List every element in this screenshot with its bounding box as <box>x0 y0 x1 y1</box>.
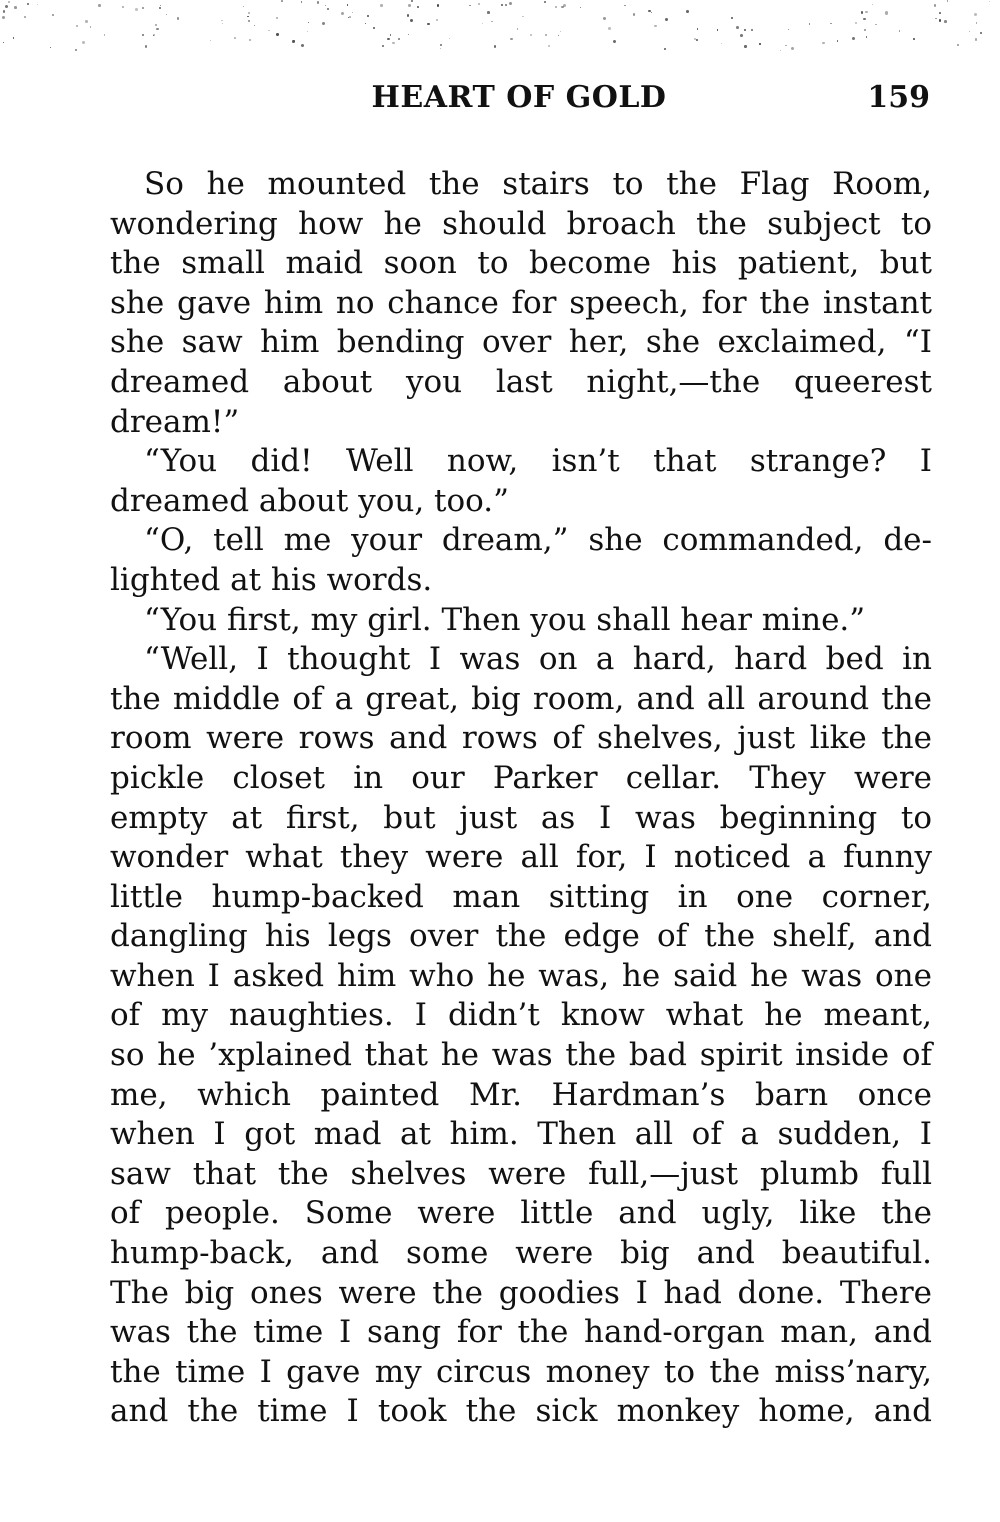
scan-speck <box>82 41 85 44</box>
scan-speck <box>392 42 394 44</box>
scan-speck <box>740 34 743 37</box>
scan-speck <box>580 7 582 9</box>
scan-speck <box>382 45 384 47</box>
text-line: of people. Some were little and ugly, like the <box>110 1195 932 1232</box>
scan-speck <box>517 28 519 30</box>
text-line: she gave him no chance for speech, for the instant <box>110 284 932 321</box>
scan-speck <box>90 26 92 28</box>
scan-speck <box>281 0 283 2</box>
scan-speck <box>875 24 877 26</box>
scan-speck <box>505 4 507 6</box>
scan-speck <box>555 6 557 8</box>
scan-speck <box>648 10 650 12</box>
text-line: when I got mad at him. Then all of a sudden, I <box>110 1116 932 1153</box>
scan-speck <box>159 7 162 10</box>
scan-speck <box>899 30 901 32</box>
scan-speck <box>98 4 100 6</box>
scan-speck <box>501 4 503 6</box>
scan-speck <box>2 16 5 19</box>
scan-speck <box>210 40 211 41</box>
scan-speck <box>697 28 699 30</box>
scan-speck <box>317 1 320 4</box>
scan-speck <box>510 38 512 40</box>
scan-speck <box>482 23 483 24</box>
scan-speck <box>530 34 532 36</box>
text-line: saw that the shelves were full,—just plumb full <box>110 1155 932 1192</box>
scan-speck <box>545 34 547 36</box>
scan-speck <box>791 47 794 50</box>
scan-speck <box>478 3 480 5</box>
text-line: room were rows and rows of shelves, just like the <box>110 720 932 757</box>
scan-speck <box>544 1 546 3</box>
scan-speck <box>976 22 977 23</box>
scan-speck <box>494 45 496 47</box>
scan-speck <box>349 16 351 18</box>
text-line: lighted at his words. <box>110 561 433 598</box>
scan-speck <box>855 22 857 24</box>
scan-speck <box>398 38 400 40</box>
text-line: little hump-backed man sitting in one corner, <box>110 878 932 915</box>
scan-speck <box>104 34 106 36</box>
text-line: the small maid soon to become his patient, but <box>110 245 932 282</box>
scan-speck <box>788 29 789 30</box>
scan-speck <box>975 38 978 41</box>
scan-speck <box>301 1 302 2</box>
scan-speck <box>603 17 606 20</box>
text-line: “O, tell me your dream,” she commanded, de- <box>144 522 932 559</box>
text-line: “You first, my girl. Then you shall hear mine.” <box>144 601 866 638</box>
scan-speck <box>85 20 87 22</box>
scan-speck <box>221 20 223 22</box>
scan-speck <box>624 5 626 7</box>
scan-speck <box>37 4 38 5</box>
text-line: hump-back, and some were big and beautiful. <box>110 1235 932 1272</box>
scan-speck <box>613 40 616 43</box>
scan-speck <box>76 25 78 27</box>
scan-speck <box>608 27 611 30</box>
scan-speck <box>156 28 158 30</box>
scan-speck <box>407 14 409 16</box>
scan-speck <box>341 12 344 15</box>
scan-speck <box>322 22 325 25</box>
scan-speck <box>14 6 17 9</box>
scan-speck <box>974 13 977 16</box>
scan-speck <box>863 18 866 21</box>
scan-speck <box>861 11 863 13</box>
scan-speck <box>651 12 652 13</box>
scan-speck <box>367 15 369 17</box>
scan-speck <box>352 12 353 13</box>
scan-speck <box>247 16 249 18</box>
scan-speck <box>837 40 838 41</box>
scan-speck <box>390 34 391 35</box>
scan-speck <box>449 38 450 39</box>
scan-speck <box>822 42 824 44</box>
scan-speck <box>408 34 409 35</box>
scan-speck <box>759 43 761 45</box>
page-number: 159 <box>867 80 930 115</box>
scan-speck <box>24 16 26 18</box>
scan-speck <box>52 14 54 16</box>
text-line: me, which painted Mr. Hardman’s barn once <box>110 1076 932 1113</box>
scan-speck <box>234 37 236 39</box>
scan-speck <box>142 7 143 8</box>
scan-speck <box>347 4 349 6</box>
scan-speck <box>411 0 413 2</box>
scan-speck <box>751 29 753 31</box>
text-line: when I asked him who he was, he said he was one <box>110 957 932 994</box>
scan-speck <box>487 11 490 14</box>
scan-speck <box>365 23 366 24</box>
scan-speck <box>872 4 873 5</box>
scan-speck <box>380 4 382 6</box>
scan-speck <box>160 5 161 6</box>
scan-speck <box>934 4 936 6</box>
scan-speck <box>935 18 937 20</box>
scan-speck <box>852 37 855 40</box>
scan-speck <box>153 34 155 36</box>
scan-speck <box>122 6 124 8</box>
text-line: dreamed about you last night,—the queerest <box>110 363 932 400</box>
scan-speck <box>654 25 656 27</box>
scan-speck <box>491 21 492 22</box>
scan-speck <box>939 19 942 22</box>
scan-speck <box>268 30 270 32</box>
scan-speck <box>436 19 438 21</box>
scan-speck <box>5 5 8 8</box>
scan-speck <box>866 36 868 38</box>
scan-noise <box>0 0 1000 60</box>
running-title: HEART OF GOLD <box>371 80 667 115</box>
scan-speck <box>522 16 523 17</box>
scan-speck <box>243 6 244 7</box>
scan-speck <box>387 38 389 40</box>
scan-speck <box>885 11 888 14</box>
scan-speck <box>417 6 419 8</box>
scan-speck <box>980 32 982 34</box>
text-line: dream!” <box>110 403 240 440</box>
scan-speck <box>327 8 329 10</box>
scan-speck <box>3 10 5 12</box>
scan-speck <box>721 43 722 44</box>
text-line: she saw him bending over her, she exclaimed, “I <box>110 324 932 361</box>
text-line: pickle closet in our Parker cellar. They were <box>110 759 932 796</box>
scan-speck <box>944 20 947 23</box>
text-line: so he ’xplained that he was the bad spirit inside of <box>110 1037 932 1074</box>
scan-speck <box>665 18 668 21</box>
text-line: dangling his legs over the edge of the shelf, and <box>110 918 932 955</box>
scan-speck <box>155 24 157 26</box>
scan-speck <box>736 26 739 29</box>
body-text <box>110 165 932 1432</box>
scan-speck <box>686 10 689 13</box>
scan-speck <box>276 17 278 19</box>
text-line: the time I gave my circus money to the miss’nary, <box>110 1353 932 1390</box>
scan-speck <box>864 29 866 31</box>
scan-speck <box>731 17 733 19</box>
text-line: of my naughties. I didn’t know what he meant, <box>110 997 932 1034</box>
text-line: was the time I sang for the hand-organ man, and <box>110 1314 932 1351</box>
scan-speck <box>664 48 666 50</box>
text-line: and the time I took the sick monkey home, and <box>110 1393 932 1430</box>
scan-speck <box>548 45 550 47</box>
scan-speck <box>301 44 304 47</box>
page-header <box>108 80 930 124</box>
scan-speck <box>509 2 512 5</box>
scan-speck <box>780 50 781 51</box>
scan-speck <box>142 34 144 36</box>
scan-speck <box>13 37 14 38</box>
scan-speck <box>633 13 636 16</box>
scan-speck <box>373 27 375 29</box>
scan-speck <box>696 39 698 41</box>
scan-speck <box>408 4 411 7</box>
scan-speck <box>744 45 746 47</box>
scan-speck <box>3 42 4 43</box>
scan-speck <box>440 44 442 46</box>
scan-speck <box>830 23 832 25</box>
scan-speck <box>75 49 77 51</box>
text-line: wondering how he should broach the subject to <box>110 205 932 242</box>
scan-speck <box>222 23 223 24</box>
scan-speck <box>166 14 167 15</box>
scan-speck <box>469 5 471 7</box>
text-line: the middle of a great, big room, and all around the <box>110 680 932 717</box>
scan-speck <box>276 33 279 36</box>
scan-speck <box>50 47 51 48</box>
scan-speck <box>809 23 811 25</box>
scan-speck <box>307 31 308 32</box>
scan-speck <box>717 29 718 30</box>
scan-speck <box>437 4 439 6</box>
scan-speck <box>292 40 294 42</box>
scan-speck <box>744 29 747 32</box>
scan-speck <box>939 12 941 14</box>
scan-speck <box>410 19 413 22</box>
scan-speck <box>308 22 309 23</box>
text-line: “You did! Well now, isn’t that strange? I <box>144 443 932 480</box>
scan-speck <box>27 3 29 5</box>
scan-speck <box>248 20 250 22</box>
text-line: dreamed about you, too.” <box>110 482 509 519</box>
scan-speck <box>440 48 441 49</box>
scan-speck <box>957 44 959 46</box>
text-line: So he mounted the stairs to the Flag Room, <box>144 166 932 202</box>
scan-speck <box>249 39 251 41</box>
scan-speck <box>135 8 138 11</box>
text-line: “Well, I thought I was on a hard, hard bed in <box>144 641 932 678</box>
scan-speck <box>325 5 326 6</box>
text-line: empty at first, but just as I was beginning to <box>110 799 932 836</box>
scan-speck <box>785 45 786 46</box>
text-line: The big ones were the goodies I had done. There <box>110 1274 932 1311</box>
scan-speck <box>177 17 180 20</box>
scan-speck <box>969 31 970 32</box>
scan-speck <box>8 1 10 3</box>
scan-speck <box>865 11 867 13</box>
scan-speck <box>145 45 147 47</box>
scan-speck <box>561 6 563 8</box>
scan-speck <box>248 12 250 14</box>
scan-speck <box>913 38 915 40</box>
scan-speck <box>427 23 429 25</box>
scan-speck <box>989 1 991 3</box>
scan-speck <box>560 31 561 32</box>
scan-speck <box>558 35 559 36</box>
scan-speck <box>254 25 255 26</box>
text-line: wonder what they were all for, I noticed a funny <box>110 839 932 876</box>
scan-speck <box>947 0 949 2</box>
